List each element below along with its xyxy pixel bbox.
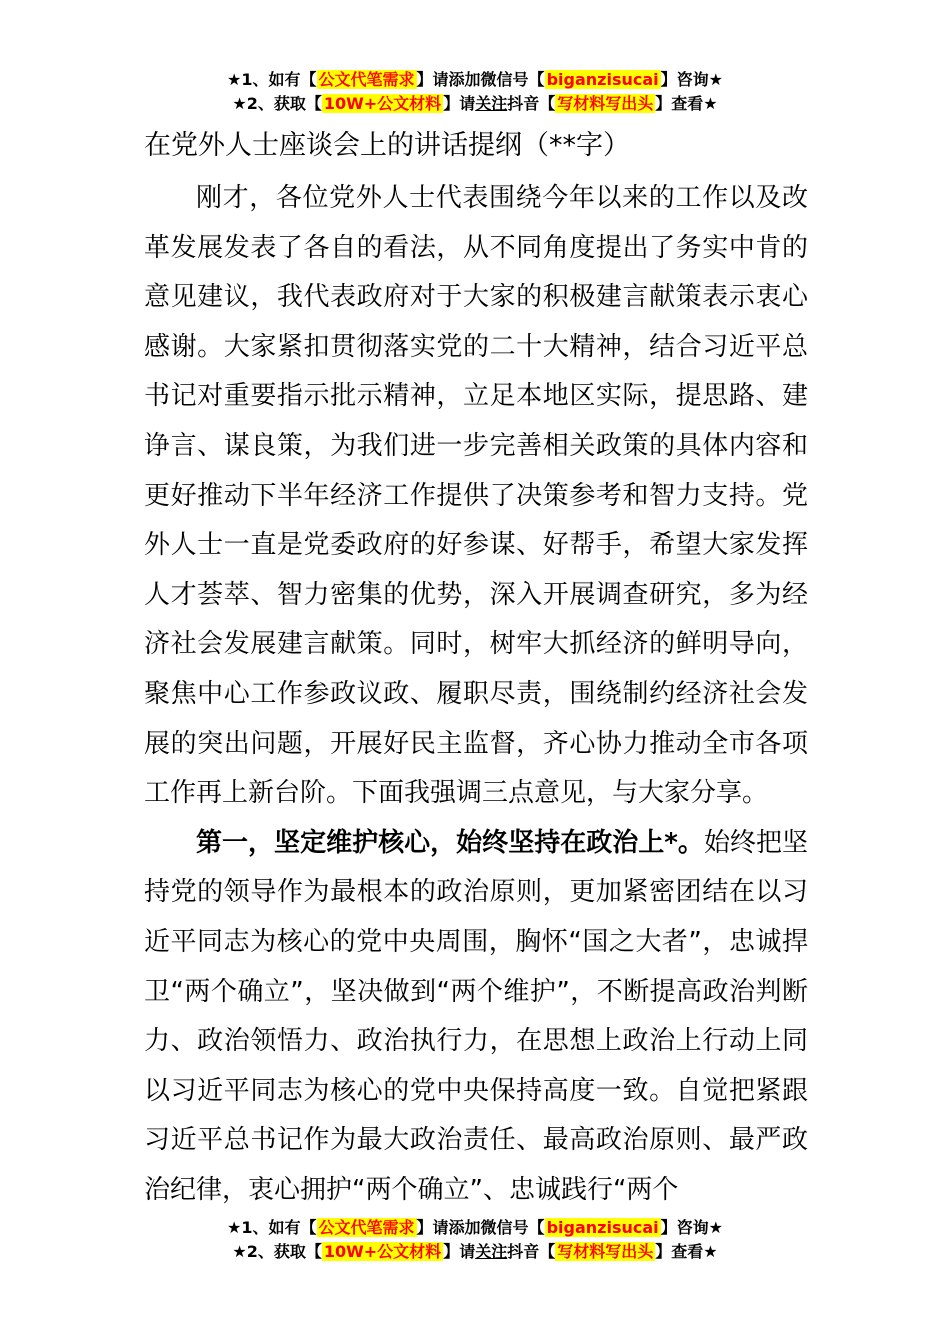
banner-text: ★1、如有【 xyxy=(227,1218,317,1237)
banner-text: ★1、如有【 xyxy=(227,70,317,89)
banner-text: 】请 xyxy=(443,94,476,113)
highlight-writing-service: 公文代笔需求 xyxy=(318,70,415,89)
highlight-wechat-id: biganzisucai xyxy=(546,70,659,89)
highlight-wechat-id: biganzisucai xyxy=(546,1218,659,1237)
banner-text: ★2、获取【 xyxy=(232,1242,322,1261)
banner-text: 微信号【 xyxy=(480,70,545,89)
highlight-materials: 10W+公文材料 xyxy=(323,1242,442,1261)
banner-line-1 xyxy=(0,68,950,92)
banner-text: ★2、获取【 xyxy=(232,94,322,113)
banner-text: 抖音【 xyxy=(507,94,556,113)
highlight-writing-service: 公文代笔需求 xyxy=(318,1218,415,1237)
banner-text: 】请 xyxy=(443,1242,476,1261)
banner-emphasis: 添加 xyxy=(448,1218,481,1237)
banner-line-1 xyxy=(0,1216,950,1240)
paragraph-intro: 刚才，各位党外人士代表围绕今年以来的工作以及改革发展发表了各自的看法，从不同角度提出了务实中肯的意见建议，我代表政府对于大家的积极建言献策表示衷心感谢。大家紧扣贯彻落实党的二十大精神，结合习近平总书记对重要指示批示精神，立足本地区实际，提思路、建诤言、谋良策，为我们进一步完善相关政策的具体内容和更好推动下半年经济工作提供了决策参考和智力支持。党外人士一直是党委政府的好参谋、好帮手，希望大家发挥人才荟萃、智力密集的优势，深入开展调查研究，多为经济社会发展建言献策。同时，树牢大抓经济的鲜明导向，聚焦中心工作参政议政、履职尽责，围绕制约经济社会发展的突出问题，开展好民主监督，齐心协力推动全市各项工作再上新台阶。下面我强调三点意见，与大家分享。 xyxy=(144,183,808,809)
banner-emphasis: 关注 xyxy=(475,1242,508,1261)
banner-text: 】查看★ xyxy=(655,94,718,113)
banner-emphasis: 关注 xyxy=(475,94,508,113)
highlight-douyin-account: 写材料写出头 xyxy=(557,94,654,113)
paragraph-point-one xyxy=(144,819,808,1216)
highlight-douyin-account: 写材料写出头 xyxy=(557,1242,654,1261)
document-body xyxy=(144,124,808,1215)
highlight-materials: 10W+公文材料 xyxy=(323,94,442,113)
paragraph-body: 始终把坚持党的领导作为最根本的政治原则，更加紧密团结在以习近平同志为核心的党中央周围，胸怀“国之大者”，忠诚捍卫“两个确立”，坚决做到“两个维护”，不断提高政治判断力、政治领悟力、政治执行力，在思想上政治上行动上同以习近平同志为核心的党中央保持高度一致。自觉把紧跟习近平总书记作为最大政治责任、最高政治原则、最严政治纪律，衷心拥护“两个确立”、忠诚践行“两个 xyxy=(144,827,808,1205)
document-title: 在党外人士座谈会上的讲话提纲（**字） xyxy=(144,130,630,161)
footer-banner xyxy=(0,1216,950,1264)
paragraph-lead: 第一，坚定维护核心，始终坚持在政治上*。 xyxy=(196,827,704,858)
banner-emphasis: 添加 xyxy=(448,70,481,89)
banner-text: 】咨询★ xyxy=(660,70,723,89)
banner-text: 】请 xyxy=(416,70,449,89)
banner-text: 】请 xyxy=(416,1218,449,1237)
header-banner xyxy=(0,68,950,116)
banner-line-2 xyxy=(0,1240,950,1264)
banner-text: 】咨询★ xyxy=(660,1218,723,1237)
banner-text: 】查看★ xyxy=(655,1242,718,1261)
banner-line-2 xyxy=(0,92,950,116)
banner-text: 微信号【 xyxy=(480,1218,545,1237)
banner-text: 抖音【 xyxy=(507,1242,556,1261)
